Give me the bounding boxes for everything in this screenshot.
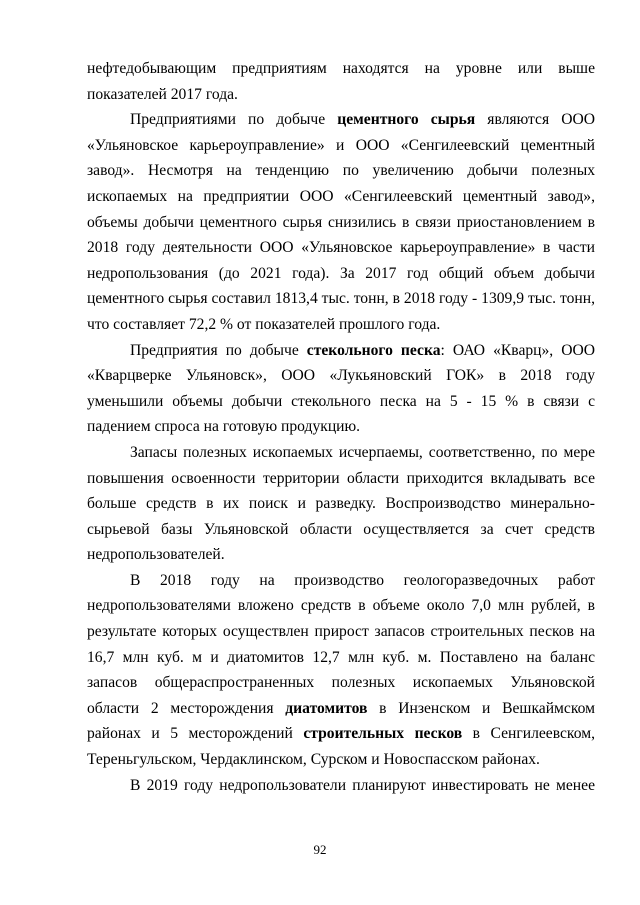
paragraph-text: : ОАО «Кварц», ООО «Кварцверке Ульяновск», ООО «Лукьяновский ГОК» в 2018 году уменьшили объемы добычи стекольного песка на 5 - 15 % в связи с падением спроса на готовую продукцию. xyxy=(87,341,595,436)
paragraph-text: Предприятия по добыче xyxy=(130,341,307,359)
bold-term: диатомитов xyxy=(285,699,368,717)
paragraph-text: нефтедобывающим предприятиям находятся на уровне или выше показателей 2017 года. xyxy=(87,60,595,103)
paragraph-text: Предприятиями по добыче xyxy=(130,111,338,129)
paragraph-text: в Инзенском и Вешкаймском районах и 5 месторождений xyxy=(87,699,595,743)
bold-term: строительных песков xyxy=(303,725,463,743)
page-number: 92 xyxy=(313,842,327,857)
paragraph xyxy=(87,568,595,773)
paragraph-text: В 2018 году на производство геологоразведочных работ недропользователями вложено средств в объеме около 7,0 млн рублей, в результате которых осуществлен прирост запасов строительных песков на 16,7 млн куб. м и диатомитов 12,7 млн куб. м. Поставлено на баланс запасов общераспространенных полезных ископаемых Ульяновской области 2 месторождения xyxy=(87,571,595,717)
paragraph-text: в Сенгилеевском, Тереньгульском, Чердаклинском, Сурском и Новоспасском районах. xyxy=(87,725,595,769)
paragraph-text: Запасы полезных ископаемых исчерпаемы, соответственно, по мере повышения освоенности территории области приходится вкладывать все больше средств в их поиск и разведку. Воспроизводство минерально-сырьевой базы Ульяновской области осуществляется за счет средств недропользователей. xyxy=(87,443,595,564)
paragraph-text: В 2019 году недропользователи планируют инвестировать не менее xyxy=(130,776,595,794)
bold-term: стекольного песка xyxy=(306,341,441,359)
paragraph-text: являются ООО «Ульяновское карьероуправление» и ООО «Сенгилеевский цементный завод». Несмотря на тенденцию по увеличению добычи полезных ископаемых на предприятии ООО «Сенгилеевский цементный завод», объемы добычи цементного сырья снизились в связи приостановлением в 2018 году деятельности ООО «Ульяновское карьероуправление» в части недропользования (до 2021 года). За 2017 год общий объем добычи цементного сырья составил 1813,4 тыс. тонн, в 2018 году - 1309,9 тыс. тонн, что составляет 72,2 % от показателей прошлого года. xyxy=(87,111,595,333)
document-page xyxy=(87,56,595,798)
paragraph xyxy=(87,440,595,568)
paragraph xyxy=(87,56,595,107)
paragraph xyxy=(87,338,595,440)
paragraph xyxy=(87,773,595,799)
paragraph xyxy=(87,107,595,337)
bold-term: цементного сырья xyxy=(337,111,476,129)
